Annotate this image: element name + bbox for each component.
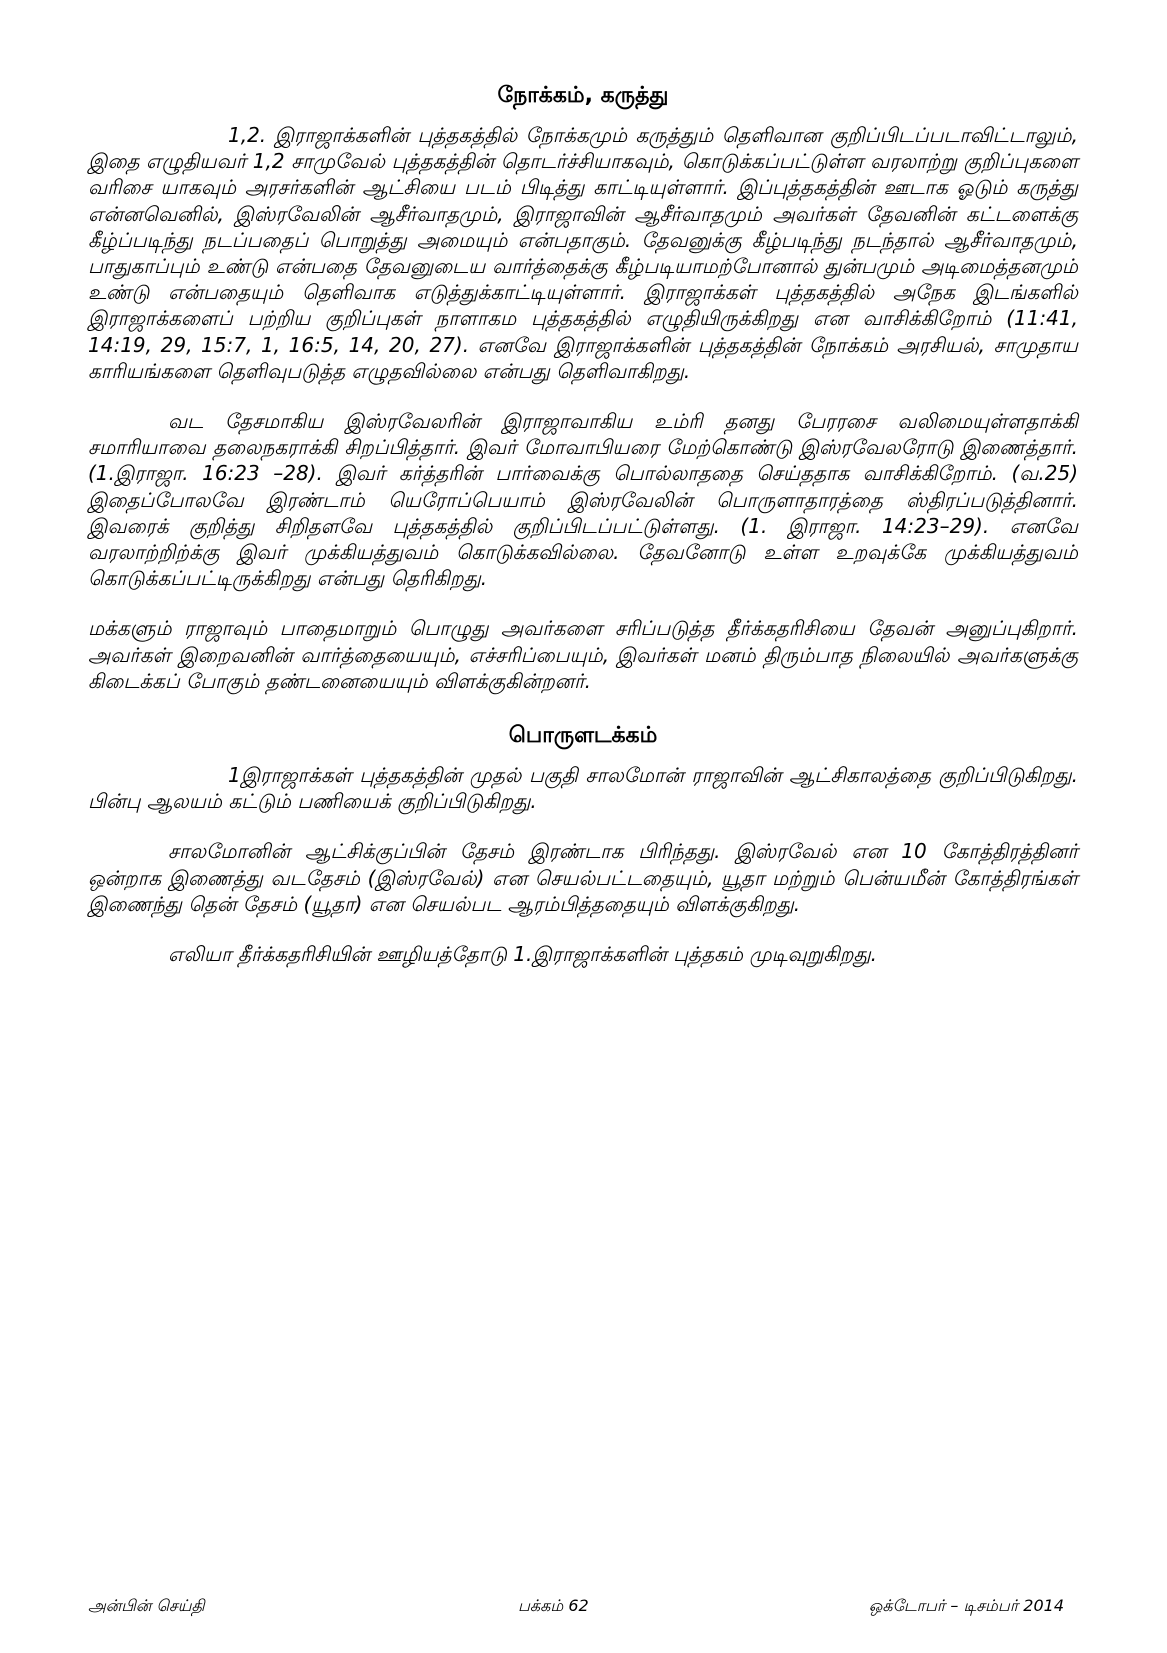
section-heading-contents: பொருளடக்கம் <box>508 723 658 749</box>
footer-issue-date: ஒக்டோபர் – டிசம்பர் 2014 <box>868 1596 1064 1615</box>
page-footer <box>88 1593 1078 1619</box>
paragraph-omri: வட தேசமாகிய இஸ்ரவேலரின் இராஜாவாகிய உம்ரி தனது பேரரசை வலிமையுள்ளதாக்கி சமாரியாவை தலைநகராக்கி சிறப்பித்தார். இவர் மோவாபியரை மேற்கொண்டு இஸ்ரவேலரோடு இணைத்தார். (1.இராஜா. 16:23 –28). இவர் கர்த்தரின் பார்வைக்கு பொல்லாததை செய்ததாக வாசிக்கிறோம். (வ.25) இதைப்போலவே இரண்டாம் யெரோப்பெயாம் இஸ்ரவேலின் பொருளாதாரத்தை ஸ்திரப்படுத்தினார். இவரைக் குறித்து சிறிதளவே புத்தகத்தில் குறிப்பிடப்பட்டுள்ளது. (1. இராஜா. 14:23–29). எனவே வரலாற்றிற்க்கு இவர் முக்கியத்துவம் கொடுக்கவில்லை. தேவனோடு உள்ள உறவுக்கே முக்கியத்துவம் கொடுக்கப்பட்டிருக்கிறது என்பது தெரிகிறது. <box>88 409 1078 591</box>
paragraph-purpose-intro: 1,2. இராஜாக்களின் புத்தகத்தில் நோக்கமும் கருத்தும் தெளிவான குறிப்பிடப்படாவிட்டாலும், இதை எழுதியவர் 1,2 சாமுவேல் புத்தகத்தின் தொடர்ச்சியாகவும், கொடுக்கப்பட்டுள்ள வரலாற்று குறிப்புகளை வரிசை யாகவும் அரசர்களின் ஆட்சியை படம் பிடித்து காட்டியுள்ளார். இப்புத்தகத்தின் ஊடாக ஓடும் கருத்து என்னவெனில், இஸ்ரவேலின் ஆசீர்வாதமும், இராஜாவின் ஆசீர்வாதமும் அவர்கள் தேவனின் கட்டளைக்கு கீழ்ப்படிந்து நடப்பதைப் பொறுத்து அமையும் என்பதாகும். தேவனுக்கு கீழ்படிந்து நடந்தால் ஆசீர்வாதமும், பாதுகாப்பும் உண்டு என்பதை தேவனுடைய வார்த்தைக்கு கீழ்படியாமற்போனால் துன்பமும் அடிமைத்தனமும் உண்டு என்பதையும் தெளிவாக எடுத்துக்காட்டியுள்ளார். இராஜாக்கள் புத்தகத்தில் அநேக இடங்களில் இராஜாக்களைப் பற்றிய குறிப்புகள் நாளாகம புத்தகத்தில் எழுதியிருக்கிறது என வாசிக்கிறோம் (11:41, 14:19, 29, 15:7, 1, 16:5, 14, 20, 27). எனவே இராஜாக்களின் புத்தகத்தின் நோக்கம் அரசியல், சாமுதாய காரியங்களை தெளிவுபடுத்த எழுதவில்லை என்பது தெளிவாகிறது. <box>88 123 1078 383</box>
footer-publication: அன்பின் செய்தி <box>88 1596 205 1615</box>
paragraph-division: சாலமோனின் ஆட்சிக்குப்பின் தேசம் இரண்டாக பிரிந்தது. இஸ்ரவேல் என 10 கோத்திரத்தினர் ஒன்றாக இணைத்து வடதேசம் (இஸ்ரவேல்) என செயல்பட்டதையும், யூதா மற்றும் பென்யமீன் கோத்திரங்கள் இணைந்து தென் தேசம் (யூதா) என செயல்பட ஆரம்பித்ததையும் விளக்குகிறது. <box>88 839 1078 916</box>
paragraph-prophets: மக்களும் ராஜாவும் பாதைமாறும் பொழுது அவர்களை சரிப்படுத்த தீர்க்கதரிசியை தேவன் அனுப்புகிறார். அவர்கள் இறைவனின் வார்த்தையையும், எச்சரிப்பையும், இவர்கள் மனம் திரும்பாத நிலையில் அவர்களுக்கு கிடைக்கப் போகும் தண்டனையையும் விளக்குகின்றனர். <box>88 616 1078 693</box>
document-page <box>88 80 1078 991</box>
section-heading-purpose: நோக்கம், கருத்து <box>497 83 669 108</box>
footer-page-number: பக்கம் 62 <box>518 1596 589 1615</box>
paragraph-solomon: 1இராஜாக்கள் புத்தகத்தின் முதல் பகுதி சாலமோன் ராஜாவின் ஆட்சிகாலத்தை குறிப்பிடுகிறது. பின்பு ஆலயம் கட்டும் பணியைக் குறிப்பிடுகிறது. <box>88 763 1078 814</box>
paragraph-elijah: எலியா தீர்க்கதரிசியின் ஊழியத்தோடு 1.இராஜாக்களின் புத்தகம் முடிவுறுகிறது. <box>168 942 878 967</box>
